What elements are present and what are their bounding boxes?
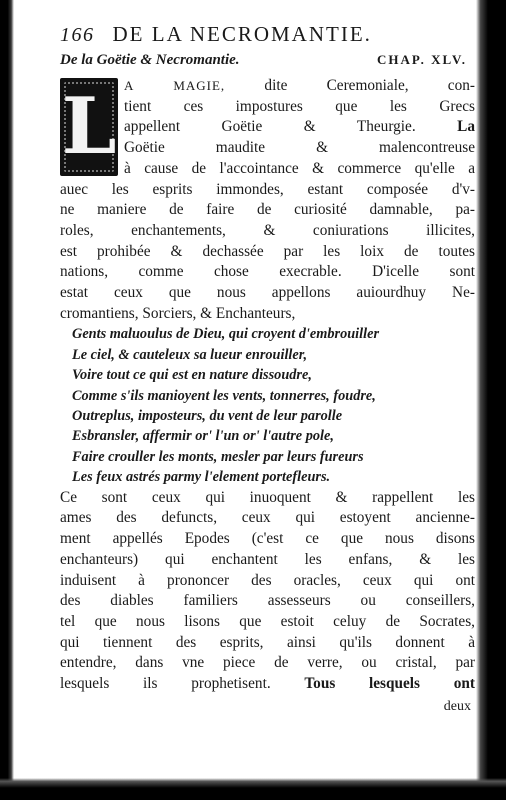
chapter-subhead <box>60 52 475 74</box>
text-line: lesquels ils prophetisent. Tous lesquels ont <box>60 675 475 693</box>
text-line: appellent Goëtie & Theurgie. La <box>124 118 475 136</box>
text-line: nations, comme chose execrable. D'icelle sont <box>60 263 475 281</box>
text-line: roles, enchantements, & coniurations illicites, <box>60 221 475 239</box>
text-line: entendre, dans vne piece de verre, ou cristal, par <box>60 654 475 672</box>
chapter-number: CHAP. XLV. <box>377 52 467 67</box>
scan-edge-bottom <box>0 778 506 800</box>
scan-edge-right <box>476 0 506 800</box>
catchword: deux <box>443 698 471 714</box>
chapter-subtitle: De la Goëtie & Necromantie. <box>60 52 240 68</box>
text-line: A MAGIE, dite Ceremoniale, con- <box>124 77 475 94</box>
verse-line: Outreplus, imposteurs, du vent de leur parolle <box>72 408 343 425</box>
verse-line: Comme s'ils manioyent les vents, tonnerres, foudre, <box>72 387 376 404</box>
verse-line: Gents maluoulus de Dieu, qui croyent d'embrouiller <box>72 326 380 343</box>
text-line: tient ces impostures que les Grecs <box>124 97 475 115</box>
text-line: induisent à prononcer des oracles, ceux qui ont <box>60 571 475 589</box>
text-line: à cause de l'accointance & commerce qu'elle a <box>124 159 475 177</box>
running-title: DE LA NECROMANTIE. <box>112 22 372 46</box>
text-line: des diables familiers assesseurs ou conseillers, <box>60 592 475 610</box>
text-line: Goëtie maudite & malencontreuse <box>124 139 475 157</box>
text-line: ment appellés Epodes (c'est ce que nous disons <box>60 530 475 548</box>
text-line: tel que nous lisons que estoit celuy de Socrates, <box>60 612 475 630</box>
text-line: est prohibée & dechassée par les loix de toutes <box>60 242 475 260</box>
text-line: ne maniere de faire de curiosité damnable, pa- <box>60 201 475 219</box>
running-head <box>60 22 475 50</box>
drop-cap-letter: L <box>61 81 117 172</box>
text-line: estat ceux que nous appellons auiourdhuy Ne- <box>60 284 475 302</box>
verse-line: Le ciel, & cauteleux sa lueur enrouiller, <box>72 346 308 363</box>
verse-line: Voire tout ce qui est en nature dissoudre, <box>72 367 312 384</box>
ornamental-drop-cap <box>60 78 118 176</box>
verse-line: Les feux astrés parmy l'element portefleurs. <box>72 469 331 486</box>
text-line: enchanteurs) qui enchantent les enfans, & les <box>60 550 475 568</box>
text-line: cromantiens, Sorciers, & Enchanteurs, <box>60 304 296 322</box>
page-number: 166 <box>60 24 95 46</box>
body-text <box>60 76 475 717</box>
book-page <box>60 22 475 762</box>
scan-edge-left <box>0 0 14 800</box>
verse-line: Faire crouller les monts, mesler par leurs fureurs <box>72 448 364 465</box>
text-line: ames des defuncts, ceux qui estoyent ancienne- <box>60 509 475 527</box>
text-line: Ce sont ceux qui inuoquent & rappellent les <box>60 488 475 506</box>
verse-block <box>60 324 475 487</box>
text-line: qui tiennent des esprits, ainsi qu'ils donnent à <box>60 633 475 651</box>
text-line: auec les esprits immondes, estant composée d'v- <box>60 180 475 198</box>
verse-line: Esbransler, affermir or' l'un or' l'autre pole, <box>72 428 334 445</box>
